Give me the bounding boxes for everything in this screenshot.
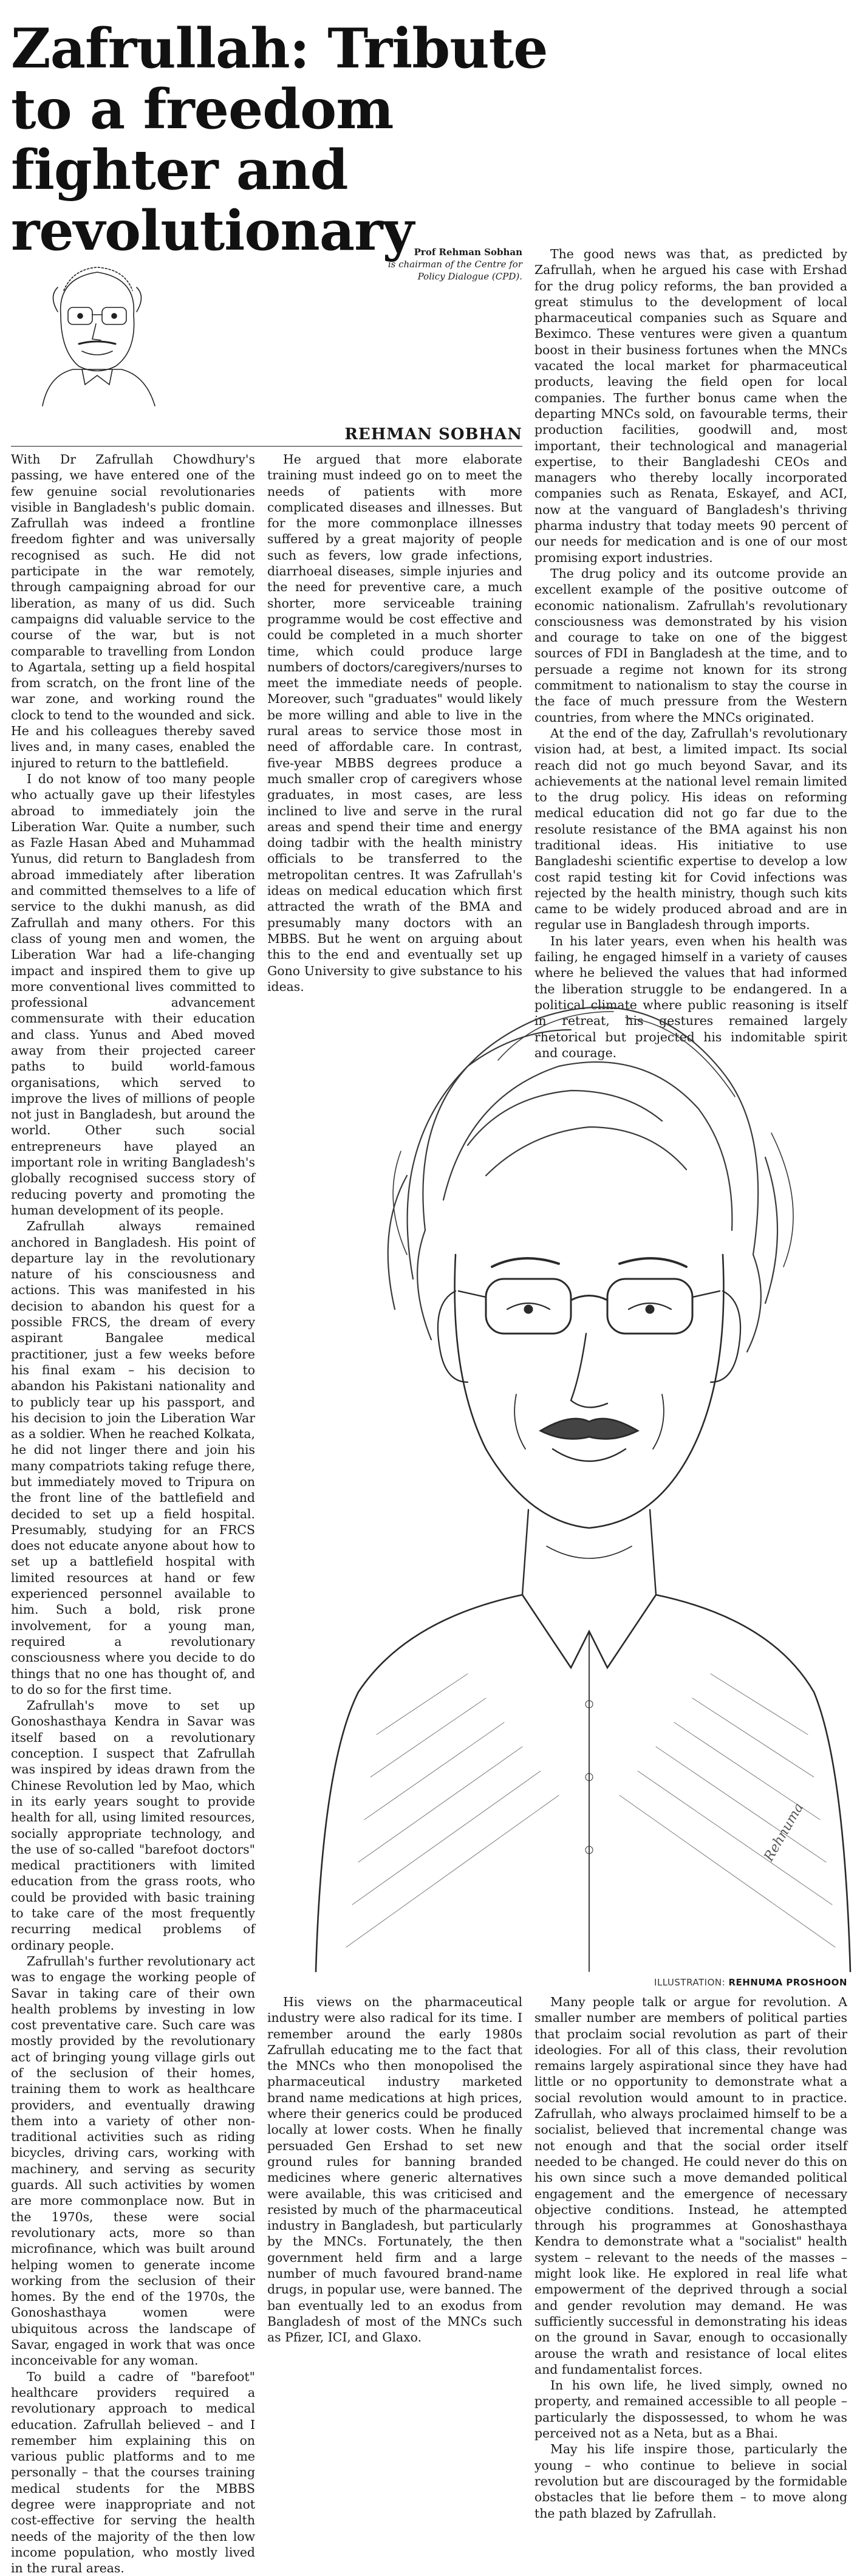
author-name: Prof Rehman Sobhan — [414, 247, 522, 258]
paragraph: With Dr Zafrullah Chowdhury's passing, we have entered one of the few genuine social revolutionaries visible in Bangladesh's public domain. Zafrullah was indeed a frontline freedom fighter and was universally recognised as such. He did not participate in the war remotely, through campaigning abroad for our liberation, as many of us did. Such campaigns did valuable service to the course of the war, but is not comparable to travelling from London to Agartala, setting up a field hospital from scratch, on the front line of the war zone, and working round the clock to tend to the wounded and sick. He and his colleagues thereby saved lives and, in many cases, enabled the injured to return to the battlefield. — [11, 452, 255, 770]
illustration-label: ILLUSTRATION: — [654, 1977, 726, 1988]
paragraph: He argued that more elaborate training must indeed go on to meet the needs of patients with more complicated diseases and illnesses. But for the more commonplace illnesses suffered by a great majority of people such as fevers, low grade infections, diarrhoeal diseases, simple injuries and the need for preventive care, a much shorter, more serviceable training programme would be cost effective and could be completed in a much shorter time, which could produce large numbers of doctors/caregivers/nurses to meet the immediate needs of people. Moreover, such "graduates" would likely be more willing and able to live in the rural areas to service those most in need of affordable care. In contrast, five-year MBBS degrees produce a much smaller crop of caregivers whose graduates, in most cases, are less inclined to live and serve in the rural areas and spend their time and energy doing tadbir with the health ministry officials to be transferred to the metropolitan centres. It was Zafrullah's ideas on medical education which first attracted the wrath of the BMA and presumably many doctors with an MBBS. But he went on arguing about this to the end and eventually set up Gono University to give substance to his ideas. — [267, 452, 522, 994]
author-role: is chairman of the Centre for Policy Dialogue (CPD). — [388, 259, 522, 282]
paragraph: At the end of the day, Zafrullah's revolutionary vision had, at best, a limited impact. Its social reach did not go much beyond Savar, and its achievements at the national level remain limited to the drug policy. His ideas on reforming medical education did not go far due to the resolute resistance of the BMA against his non traditional ideas. His initiative to use Bangladeshi scientific expertise to develop a low cost rapid testing kit for Covid infections was rejected by the health ministry, though such kits came to be widely produced abroad and are in regular use in Bangladesh through imports. — [534, 725, 847, 933]
paragraph: Zafrullah always remained anchored in Bangladesh. His point of departure lay in the revolutionary nature of his consciousness and actions. This was manifested in his decision to abandon his quest for a possible FRCS, the dream of every aspirant Bangalee medical practitioner, just a few weeks before his final exam – his decision to abandon his Pakistani nationality and to publicly tear up his passport, and his decision to join the Liberation War as a soldier. When he reached Kolkata, he did not linger there and join his many compatriots taking refuge there, but immediately moved to Tripura on the front line of the battlefield and decided to set up a field hospital. Presumably, studying for an FRCS does not educate anyone about how to set up a battlefield hospital with limited resources at hand or few experienced personnel available to him. Such a bold, risk prone involvement, for a young man, required a revolutionary consciousness where you decide to do things that no one has thought of, and to do so for the first time. — [11, 1219, 255, 1697]
paragraph: The drug policy and its outcome provide an excellent example of the positive outcome of economic nationalism. Zafrullah's revolutionary consciousness was demonstrated by his vision and courage to take on one of the biggest sources of FDI in Bangladesh at the time, and to persuade a regime not known for its strong commitment to nationalism to stay the course in the face of much pressure from the Western countries, from where the MNCs originated. — [534, 566, 847, 725]
paragraph: In his own life, he lived simply, owned no property, and remained accessible to all people – particularly the dispossessed, to whom he was perceived not as a Neta, but as a Bhai. — [534, 2378, 847, 2441]
article-column-3-lower — [534, 1994, 847, 2521]
author-meta — [370, 246, 522, 283]
paragraph: I do not know of too many people who actually gave up their lifestyles abroad to immediately join the Liberation War. Quite a number, such as Fazle Hasan Abed and Muhammad Yunus, did return to Bangladesh from abroad immediately after liberation and committed themselves to a life of service to the dukhi manush, as did Zafrullah and many others. For this class of young men and women, the Liberation War had a life-changing impact and inspired them to give up more conventional lives committed to professional advancement commensurate with their education and class. Yunus and Abed moved away from their projected career paths to build world-famous organisations, which served to improve the lives of millions of people not just in Bangladesh, but around the world. Other such social entrepreneurs have played an important role in writing Bangladesh's globally recognised success story of reducing poverty and promoting the human development of its people. — [11, 771, 255, 1218]
paragraph: In his later years, even when his health was failing, he engaged himself in a variety of causes where he believed the values that had informed the liberation struggle to be endangered. In a political climate where public reasoning is itself in retreat, his gestures remained largely rhetorical but projected his indomitable spirit and courage. — [534, 933, 847, 1060]
article-column-1 — [11, 451, 255, 2576]
zafrullah-illustration — [285, 914, 850, 1971]
paragraph: Zafrullah's move to set up Gonoshasthaya Kendra in Savar was itself based on a revolutionary conception. I suspect that Zafrullah was inspired by ideas drawn from the Chinese Revolution led by Mao, which in its early years sought to provide health for all, using limited resources, socially appropriate technology, and the use of so-called "barefoot doctors" medical practitioners with limited education from the grass roots, who could be provided with basic training to take care of the most frequently recurring medical problems of ordinary people. — [11, 1698, 255, 1953]
paragraph: To build a cadre of "barefoot" healthcare providers required a revolutionary approach to medical education. Zafrullah believed – and I remember him explaining this on various public platforms and to me personally – that the courses training medical students for the MBBS degree were inappropriate and not cost-effective for serving the health needs of the majority of the then low income population, who mostly lived in the rural areas. — [11, 2369, 255, 2576]
paragraph: Many people talk or argue for revolution. A smaller number are members of political parties that proclaim social revolution as part of their ideologies. For all of this class, their revolution remains largely aspirational since they have had little or no opportunity to demonstrate what a social revolution would amount to in practice. Zafrullah, who always proclaimed himself to be a socialist, believed that incremental change was not enough and that the social order itself needed to be changed. He could never do this on his own since such a move demanded political engagement and the emergence of necessary objective conditions. Instead, he attempted through his programmes at Gonoshasthaya Kendra to demonstrate what a "socialist" health system – relevant to the needs of the masses – might look like. He explored in real life what empowerment of the deprived through a social and gender revolution may demand. He was sufficiently successful in demonstrating his ideas on the ground in Savar, enough to occasionally arouse the wrath and resistance of local elites and fundamentalist forces. — [534, 1995, 847, 2377]
paragraph: The good news was that, as predicted by Zafrullah, when he argued his case with Ershad for the drug policy reforms, the ban provided a great stimulus to the development of local pharmaceutical companies such as Square and Beximco. These ventures were given a quantum boost in their business fortunes when the MNCs vacated the local market for pharmaceutical products, leaving the field open for local companies. The further bonus came when the departing MNCs sold, on favourable terms, their production facilities, goodwill and, most important, their technological and managerial expertise, to their Bangladeshi CEOs and managers who thereby locally incorporated companies such as Renata, Eskayef, and ACI, now at the vanguard of Bangladesh's thriving pharma industry that today meets 90 percent of our needs for medication and is one of our most promising export industries. — [534, 247, 847, 565]
illustration-credit — [534, 1977, 847, 1988]
headline: Zafrullah: Tribute to a freedom fighter and revolutionary — [11, 16, 548, 263]
artist-signature: Rehnuma — [761, 1800, 807, 1864]
illustration-artist: REHNUMA PROSHOON — [728, 1977, 847, 1988]
author-portrait — [24, 254, 170, 412]
article-column-2-lower — [267, 1994, 522, 2401]
article-column-3 — [534, 246, 847, 1060]
paragraph: His views on the pharmaceutical industry were also radical for its time. I remember around the early 1980s Zafrullah educating me to the fact that the MNCs who then monopolised the pharmaceutical industry marketed brand name medications at high prices, where their generics could be produced locally at lower costs. When he finally persuaded Gen Ershad to set new ground rules for banning branded medicines where generic alternatives were available, this was criticised and resisted by much of the pharmaceutical industry in Bangladesh, but particularly by the MNCs. Fortunately, the then government held firm and a large number of much favoured brand-name drugs, in popular use, were banned. The ban eventually led to an exodus from Bangladesh of most of the MNCs such as Pfizer, ICI, and Glaxo. — [267, 1995, 522, 2345]
paragraph: May his life inspire those, particularly the young – who continue to believe in social revolution but are discouraged by the formidable obstacles that lie before them – to move along the path blazed by Zafrullah. — [534, 2442, 847, 2521]
paragraph: Zafrullah's further revolutionary act was to engage the working people of Savar in taking care of their own health problems by investing in low cost preventative care. Such care was mostly provided by the revolutionary act of bringing young village girls out of the seclusion of their homes, training them to work as healthcare providers, and eventually drawing them into a variety of other non-traditional activities such as riding bicycles, driving cars, working with machinery, and serving as security guards. All such activities by women are more commonplace now. But in the 1970s, these were social revolutionary acts, more so than microfinance, which was built around helping women to generate income working from the seclusion of their homes. By the end of the 1970s, the Gonoshasthaya women were ubiquitous across the landscape of Savar, engaged in work that was once inconceivable for any woman. — [11, 1953, 255, 2368]
byline: REHMAN SOBHAN — [11, 425, 522, 447]
